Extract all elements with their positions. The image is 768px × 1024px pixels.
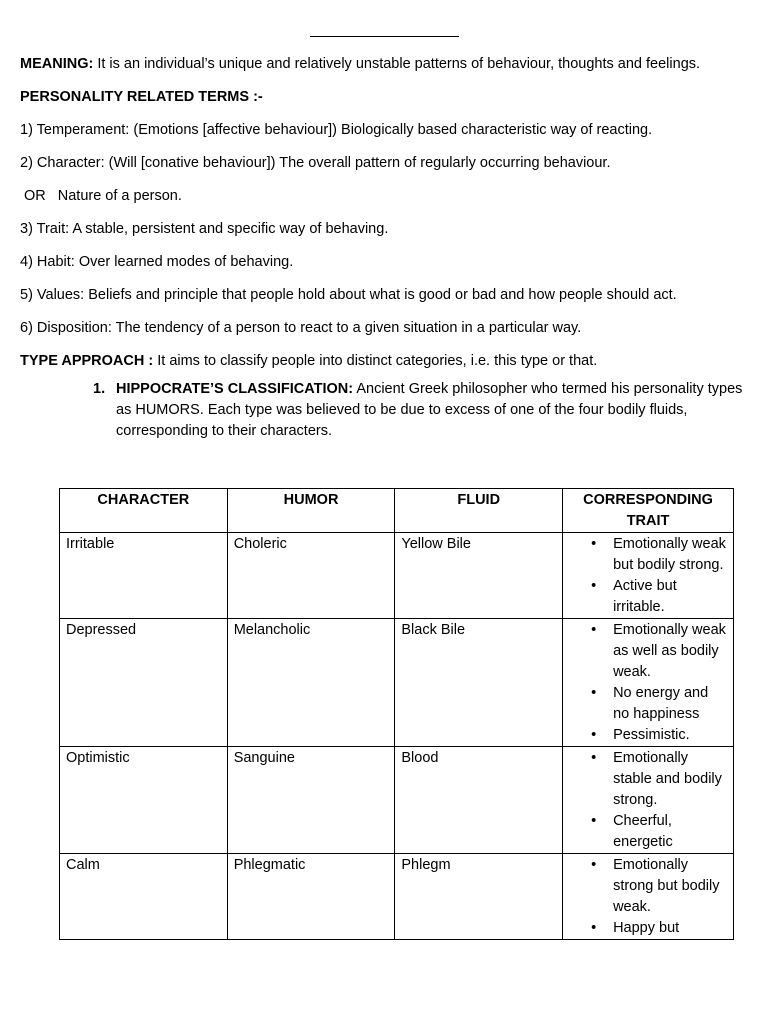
trait-item: • Happy but <box>567 918 727 939</box>
cell-traits <box>563 747 734 854</box>
table-header-row <box>60 489 734 533</box>
header-humor: HUMOR <box>227 489 395 533</box>
cell-fluid: Black Bile <box>395 619 563 747</box>
cell-character: Calm <box>60 854 228 940</box>
table-row <box>60 533 734 619</box>
header-character: CHARACTER <box>60 489 228 533</box>
title-underline <box>310 36 459 37</box>
trait-list <box>567 748 727 853</box>
table-row <box>60 854 734 940</box>
type-approach-text: It aims to classify people into distinct categories, i.e. this type or that. <box>153 353 598 369</box>
trait-item: • Active but irritable. <box>567 576 727 618</box>
term-values: 5) Values: Beliefs and principle that people hold about what is good or bad and how people should act. <box>20 287 677 303</box>
table-row <box>60 619 734 747</box>
term-disposition: 6) Disposition: The tendency of a person to react to a given situation in a particular way. <box>20 320 582 336</box>
cell-humor: Melancholic <box>227 619 395 747</box>
term-temperament: 1) Temperament: (Emotions [affective behaviour]) Biologically based characteristic way of reacting. <box>20 122 653 138</box>
hippocrates-label: HIPPOCRATE’S CLASSIFICATION: <box>116 381 354 397</box>
trait-item: • Emotionally strong but bodily weak. <box>567 855 727 918</box>
table-row <box>60 747 734 854</box>
type-approach-paragraph <box>20 351 752 372</box>
hippocrates-number: 1. <box>93 381 106 397</box>
trait-item: • Emotionally stable and bodily strong. <box>567 748 727 811</box>
trait-list <box>567 855 727 939</box>
trait-item: • No energy and no happiness <box>567 683 727 725</box>
or-word: OR <box>24 188 46 204</box>
trait-list <box>567 534 727 618</box>
hippocrates-description: Ancient Greek philosopher who termed his personality types as HUMORS. Each type was believed to be due to excess of one of the four bodily fluids, corresponding to their characters. <box>116 381 743 439</box>
cell-traits <box>563 854 734 940</box>
trait-list <box>567 620 727 746</box>
cell-humor: Choleric <box>227 533 395 619</box>
cell-character: Depressed <box>60 619 228 747</box>
cell-fluid: Phlegm <box>395 854 563 940</box>
hippocrates-item <box>93 379 752 442</box>
term-trait: 3) Trait: A stable, persistent and specific way of behaving. <box>20 221 389 237</box>
trait-item: • Emotionally weak but bodily strong. <box>567 534 727 576</box>
hippocrates-text <box>116 379 752 442</box>
trait-item: • Cheerful, energetic <box>567 811 727 853</box>
meaning-label: MEANING: <box>20 56 94 72</box>
terms-heading: PERSONALITY RELATED TERMS :- <box>20 89 263 105</box>
cell-fluid: Yellow Bile <box>395 533 563 619</box>
header-corresponding-trait: CORRESPONDING TRAIT <box>563 489 734 533</box>
meaning-text: It is an individual’s unique and relatively unstable patterns of behaviour, thoughts and feelings. <box>93 56 701 72</box>
or-line <box>20 186 752 207</box>
cell-traits <box>563 533 734 619</box>
cell-traits <box>563 619 734 747</box>
cell-fluid: Blood <box>395 747 563 854</box>
or-text: Nature of a person. <box>57 188 182 204</box>
cell-humor: Sanguine <box>227 747 395 854</box>
meaning-paragraph <box>20 54 752 75</box>
cell-humor: Phlegmatic <box>227 854 395 940</box>
humors-table <box>59 488 734 940</box>
header-fluid: FLUID <box>395 489 563 533</box>
trait-item: • Pessimistic. <box>567 725 727 746</box>
term-habit: 4) Habit: Over learned modes of behaving. <box>20 254 294 270</box>
document-body <box>20 54 752 442</box>
cell-character: Optimistic <box>60 747 228 854</box>
type-approach-label: TYPE APPROACH : <box>20 353 154 369</box>
cell-character: Irritable <box>60 533 228 619</box>
term-character: 2) Character: (Will [conative behaviour]) The overall pattern of regularly occurring behaviour. <box>20 155 611 171</box>
trait-item: • Emotionally weak as well as bodily weak. <box>567 620 727 683</box>
